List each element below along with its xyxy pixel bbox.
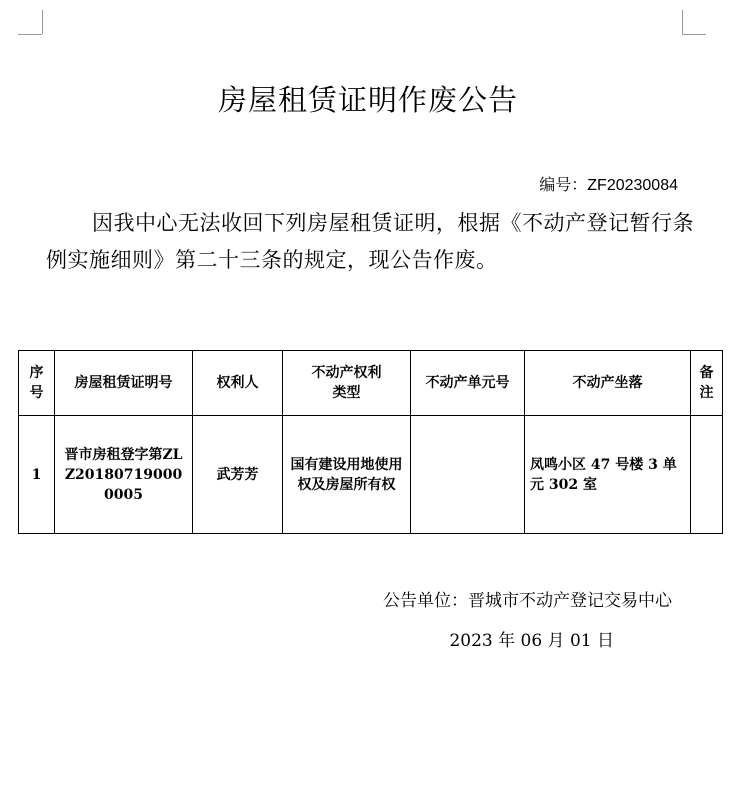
document-number: [539, 172, 678, 195]
certificate-table: [18, 350, 723, 534]
header-location: 不动产坐落: [525, 351, 691, 416]
announcement-body: 因我中心无法收回下列房屋租赁证明，根据《不动产登记暂行条例实施细则》第二十三条的规定，现公告作废。: [46, 211, 694, 272]
header-owner: 权利人: [193, 351, 283, 416]
cell-seq: 1: [19, 416, 55, 534]
table-row: [19, 416, 723, 534]
header-remark: 备注: [691, 351, 723, 416]
announcement-date: 2023 年 06 月 01 日: [449, 631, 614, 651]
crop-mark-top-left-vertical: [42, 10, 43, 34]
cell-cert-no: 晋市房租登字第ZLZ201807190000005: [55, 416, 193, 534]
cell-unit-no: [411, 416, 525, 534]
header-seq: 序号: [19, 351, 55, 416]
cell-remark: [691, 416, 723, 534]
crop-mark-top-right-vertical: [682, 10, 683, 34]
header-right-type: 不动产权利类型: [283, 351, 411, 416]
document-number-value: ZF20230084: [587, 177, 678, 194]
document-number-label: 编号：: [539, 175, 588, 194]
crop-mark-top-right-horizontal: [682, 34, 706, 35]
cell-location: 凤鸣小区 47 号楼 3 单元 302 室: [525, 416, 691, 534]
table-header-row: [19, 351, 723, 416]
issuing-unit: 公告单位：晋城市不动产登记交易中心: [383, 591, 672, 611]
cell-right-type: 国有建设用地使用权及房屋所有权: [283, 416, 411, 534]
page-title: 房屋租赁证明作废公告: [217, 83, 518, 117]
cell-owner: 武芳芳: [193, 416, 283, 534]
header-unit-no: 不动产单元号: [411, 351, 525, 416]
crop-mark-top-left-horizontal: [18, 34, 42, 35]
header-cert-no: 房屋租赁证明号: [55, 351, 193, 416]
